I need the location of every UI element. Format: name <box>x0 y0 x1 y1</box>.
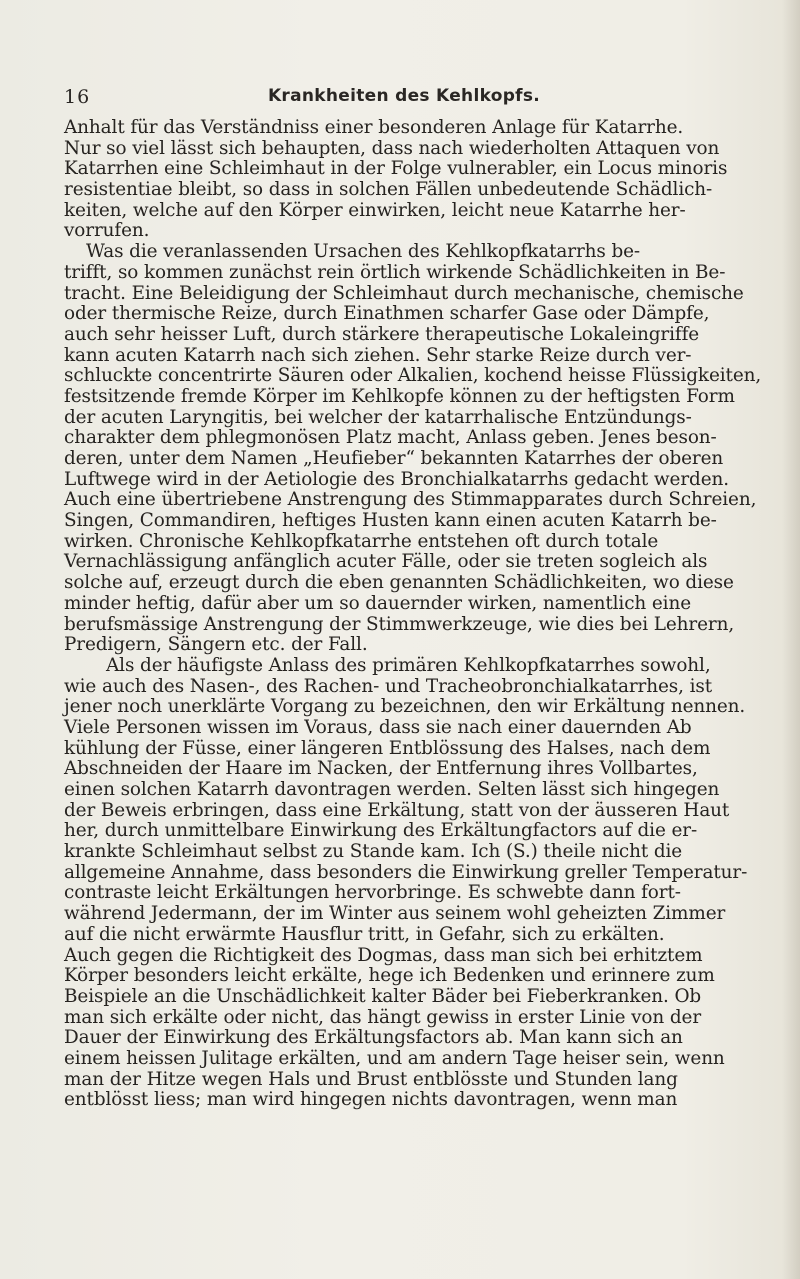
text-line: krankte Schleimhaut selbst zu Stande kam. Ich (S.) theile nicht die <box>64 841 683 863</box>
text-line: Nur so viel lässt sich behaupten, dass nach wiederholten Attaquen von <box>64 137 720 159</box>
text-line: tracht. Eine Beleidigung der Schleimhaut durch mechanische, chemische <box>64 282 744 304</box>
text-line: keiten, welche auf den Körper einwirken, leicht neue Katarrhe her- <box>64 199 686 221</box>
text-line: der acuten Laryngitis, bei welcher der katarrhalische Entzündungs- <box>64 406 692 428</box>
text-line: berufsmässige Anstrengung der Stimmwerkzeuge, wie dies bei Lehrern, <box>64 613 735 635</box>
text-line: man sich erkälte oder nicht, das hängt gewiss in erster Linie von der <box>64 1006 702 1028</box>
text-line: allgemeine Annahme, dass besonders die Einwirkung greller Temperatur- <box>64 861 748 883</box>
text-line: Luftwege wird in der Aetiologie des Bronchialkatarrhs gedacht werden. <box>64 468 729 490</box>
text-line: minder heftig, dafür aber um so dauernder wirken, namentlich eine <box>64 592 691 614</box>
text-line: oder thermische Reize, durch Einathmen scharfer Gase oder Dämpfe, <box>64 303 710 325</box>
text-line: resistentiae bleibt, so dass in solchen Fällen unbedeutende Schädlich- <box>64 179 713 201</box>
text-line: Als der häufigste Anlass des primären Kehlkopfkatarrhes sowohl, <box>106 654 711 676</box>
text-line: charakter dem phlegmonösen Platz macht, Anlass geben. Jenes beson- <box>64 427 717 449</box>
body-text <box>64 117 762 1111</box>
running-head: Krankheiten des Kehlkopfs. <box>267 86 541 106</box>
text-line: man der Hitze wegen Hals und Brust entblösste und Stunden lang <box>64 1068 678 1090</box>
text-line: Körper besonders leicht erkälte, hege ich Bedenken und erinnere zum <box>64 965 715 987</box>
text-line: solche auf, erzeugt durch die eben genannten Schädlichkeiten, wo diese <box>64 572 734 594</box>
text-line: kühlung der Füsse, einer längeren Entblössung des Halses, nach dem <box>64 737 711 759</box>
text-line: auch sehr heisser Luft, durch stärkere therapeutische Lokaleingriffe <box>64 323 700 345</box>
text-line: der Beweis erbringen, dass eine Erkältung, statt von der äusseren Haut <box>64 799 730 821</box>
text-line: entblösst liess; man wird hingegen nichts davontragen, wenn man <box>64 1089 678 1111</box>
text-line: Viele Personen wissen im Voraus, dass sie nach einer dauernden Ab <box>64 716 692 738</box>
text-line: deren, unter dem Namen „Heufieber“ bekannten Katarrhes der oberen <box>64 448 724 469</box>
text-line: her, durch unmittelbare Einwirkung des Erkältungfactors auf die er- <box>64 820 698 842</box>
page-edge-shadow <box>782 0 800 1279</box>
text-line: Vernachlässigung anfänglich acuter Fälle, oder sie treten sogleich als <box>64 551 708 573</box>
page-header <box>64 86 744 110</box>
text-line: wie auch des Nasen-, des Rachen- und Tracheobronchialkatarrhes, ist <box>64 675 713 697</box>
text-line: Singen, Commandiren, heftiges Husten kann einen acuten Katarrh be- <box>64 510 717 532</box>
text-line: jener noch unerklärte Vorgang zu bezeichnen, den wir Erkältung nennen. <box>64 696 746 718</box>
text-line: Abschneiden der Haare im Nacken, der Entfernung ihres Vollbartes, <box>64 758 698 780</box>
text-line: vorrufen. <box>64 220 150 242</box>
text-line: einem heissen Julitage erkälten, und am andern Tage heiser sein, wenn <box>64 1047 725 1069</box>
text-line: kann acuten Katarrh nach sich ziehen. Sehr starke Reize durch ver- <box>64 344 692 366</box>
text-line: einen solchen Katarrh davontragen werden. Selten lässt sich hingegen <box>64 779 720 800</box>
text-line: festsitzende fremde Körper im Kehlkopfe können zu der heftigsten Form <box>64 385 735 407</box>
page-number: 16 <box>64 86 91 108</box>
text-line: schluckte concentrirte Säuren oder Alkalien, kochend heisse Flüssigkeiten, <box>64 365 762 387</box>
text-line: Dauer der Einwirkung des Erkältungsfactors ab. Man kann sich an <box>64 1027 683 1049</box>
text-line: Auch eine übertriebene Anstrengung des Stimmapparates durch Schreien, <box>64 489 757 511</box>
text-line: Beispiele an die Unschädlichkeit kalter Bäder bei Fieberkranken. Ob <box>64 985 702 1007</box>
text-line: während Jedermann, der im Winter aus seinem wohl geheizten Zimmer <box>64 903 726 925</box>
text-line: Was die veranlassenden Ursachen des Kehlkopfkatarrhs be- <box>86 241 641 263</box>
text-line: auf die nicht erwärmte Hausflur tritt, in Gefahr, sich zu erkälten. <box>64 923 665 945</box>
text-line: wirken. Chronische Kehlkopfkatarrhe entstehen oft durch totale <box>64 530 659 552</box>
text-line: Auch gegen die Richtigkeit des Dogmas, dass man sich bei erhitztem <box>64 944 703 966</box>
text-line: Predigern, Sängern etc. der Fall. <box>64 634 368 656</box>
text-line: contraste leicht Erkältungen hervorbringe. Es schwebte dann fort- <box>64 882 681 904</box>
text-line: Katarrhen eine Schleimhaut in der Folge vulnerabler, ein Locus minoris <box>64 158 728 180</box>
text-line: Anhalt für das Verständniss einer besonderen Anlage für Katarrhe. <box>64 117 684 138</box>
text-line: trifft, so kommen zunächst rein örtlich wirkende Schädlichkeiten in Be- <box>64 261 726 283</box>
